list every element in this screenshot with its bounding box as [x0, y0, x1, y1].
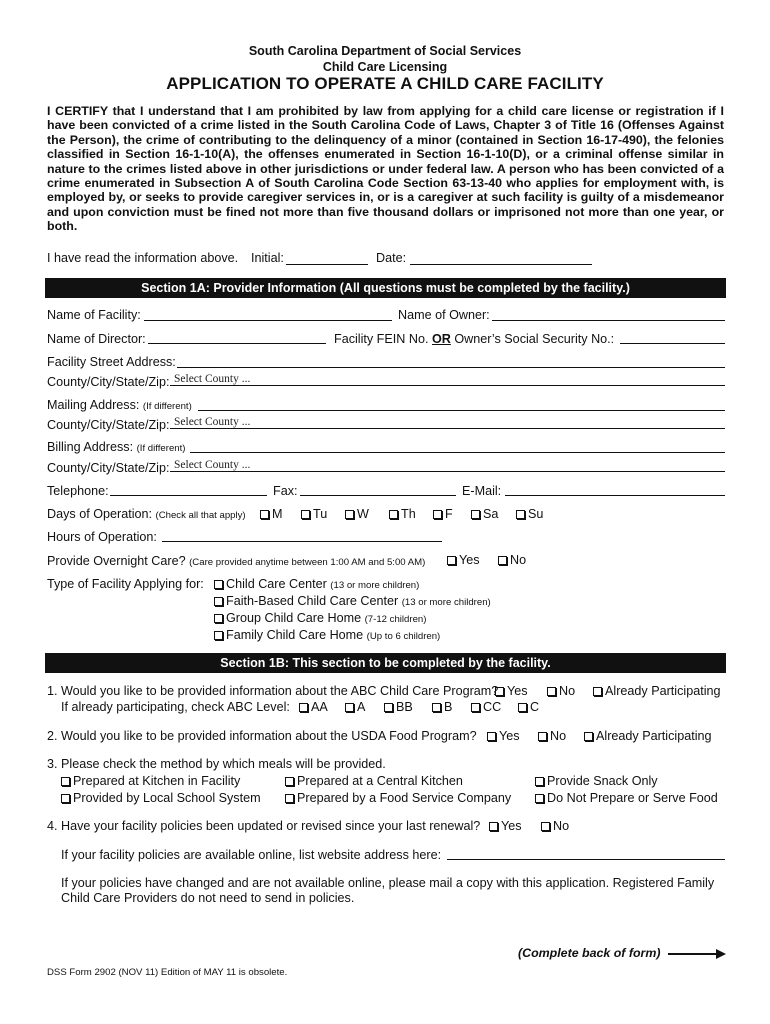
day-label-th: Th: [401, 507, 416, 521]
day-label-su: Su: [528, 507, 544, 521]
checkbox-icon: [584, 732, 593, 741]
abc-level-b[interactable]: [432, 700, 452, 714]
q1-no-label: No: [559, 684, 576, 698]
abc-level-label: C: [530, 700, 540, 714]
billing-label-text: Billing Address:: [47, 440, 134, 454]
days-label-text: Days of Operation:: [47, 507, 152, 521]
day-label-w: W: [357, 507, 369, 521]
type-note: (7-12 children): [364, 614, 427, 625]
fax-field[interactable]: [300, 481, 456, 496]
checkbox-icon: [61, 794, 70, 803]
meal-label: Prepared by a Food Service Company: [297, 791, 512, 805]
meal-food-service-company[interactable]: [285, 791, 511, 805]
county-label-3: County/City/State/Zip:: [47, 461, 170, 475]
q4-no-checkbox[interactable]: [541, 819, 569, 833]
type-name: Faith-Based Child Care Center: [226, 594, 399, 608]
meal-label: Provide Snack Only: [547, 774, 658, 788]
day-checkbox-m[interactable]: [260, 507, 283, 521]
meal-snack-only[interactable]: [535, 774, 658, 788]
division-name: Child Care Licensing: [322, 60, 448, 74]
fein-ssn-field[interactable]: [620, 329, 725, 344]
abc-level-label: B: [444, 700, 453, 714]
type-name: Child Care Center: [226, 577, 327, 591]
question-3: 3. Please check the method by which meals will be provided.: [47, 757, 386, 771]
type-name: Family Child Care Home: [226, 628, 364, 642]
county-select-3-value: Select County ...: [174, 459, 251, 471]
meal-do-not-prepare[interactable]: [535, 791, 718, 805]
billing-address-field[interactable]: [190, 438, 725, 453]
email-field[interactable]: [505, 481, 725, 496]
checkbox-icon: [214, 580, 223, 589]
section-1a-header: Section 1A: Provider Information (All questions must be completed by the facility.): [45, 278, 726, 298]
telephone-label: Telephone:: [47, 484, 109, 498]
meal-kitchen-in-facility[interactable]: [61, 774, 240, 788]
q4-no-label: No: [553, 819, 570, 833]
street-address-label: Facility Street Address:: [47, 355, 176, 369]
abc-level-label: CC: [483, 700, 502, 714]
day-label-sa: Sa: [483, 507, 499, 521]
checkbox-icon: [547, 687, 556, 696]
owner-name-label: Name of Owner:: [398, 308, 490, 322]
facility-name-field[interactable]: [144, 306, 392, 321]
abc-level-label: BB: [396, 700, 413, 714]
q2-yes-checkbox[interactable]: [487, 729, 520, 743]
checkbox-icon: [535, 794, 544, 803]
director-name-field[interactable]: [148, 329, 326, 344]
right-arrow-icon: [668, 953, 720, 955]
checkbox-icon: [214, 631, 223, 640]
owner-name-field[interactable]: [492, 306, 725, 321]
day-label-f: F: [445, 507, 453, 521]
checkbox-icon: [471, 510, 480, 519]
days-of-operation-label: [47, 507, 246, 521]
initial-field[interactable]: [286, 250, 368, 265]
certification-statement: I CERTIFY that I understand that I am prohibited by law from applying for a child care license or registration if I have been convicted of a crime listed in the South Carolina Code of Laws, Chapter 3 of Title 16 (Offenses Against the Person), the crime of contributing to the delinquency of a minor (contained in Section 16-17-490), the felonies classified in Section 16-1-10(A), the offenses enumerated in Section 16-1-10(D), or a criminal offense similar in nature to the crimes listed above in other jurisdictions or under federal law. A person who has been convicted of a crime enumerated in Subsection A of South Carolina Code Section 63-13-40 who applies for employment with, is employed by, or seeks to provide caregiver services in, or is a caregiver at such facility is guilty of a misdemeanor and upon conviction must be fined not more than five thousand dollars or imprisoned not more than one year, or both.: [47, 104, 724, 234]
checkbox-icon: [61, 777, 70, 786]
checkbox-icon: [498, 556, 507, 565]
director-name-label: Name of Director:: [47, 332, 146, 346]
section-1b-header: Section 1B: This section to be completed by the facility.: [45, 653, 726, 673]
day-label-m: M: [272, 507, 283, 521]
meal-central-kitchen[interactable]: [285, 774, 463, 788]
meal-label: Prepared at a Central Kitchen: [297, 774, 463, 788]
date-label: Date:: [376, 251, 407, 265]
q1-yes-checkbox[interactable]: [495, 684, 528, 698]
county-select-1[interactable]: [170, 371, 725, 386]
fein-label: [334, 332, 614, 346]
checkbox-icon: [535, 777, 544, 786]
day-checkbox-f[interactable]: [433, 507, 453, 521]
billing-note: (If different): [136, 443, 186, 454]
county-select-3[interactable]: [170, 457, 725, 472]
abc-level-bb[interactable]: [384, 700, 413, 714]
checkbox-icon: [433, 510, 442, 519]
abc-level-label: AA: [311, 700, 328, 714]
facility-type-group-home[interactable]: [214, 611, 426, 625]
type-note: (Up to 6 children): [366, 631, 441, 642]
fax-label: Fax:: [273, 484, 298, 498]
checkbox-icon: [260, 510, 269, 519]
checkbox-icon: [593, 687, 602, 696]
q2-already-checkbox[interactable]: [584, 729, 712, 743]
checkbox-icon: [214, 597, 223, 606]
website-label: If your facility policies are available online, list website address here:: [61, 848, 442, 862]
day-checkbox-tu[interactable]: [301, 507, 327, 521]
checkbox-icon: [301, 510, 310, 519]
overnight-no-checkbox[interactable]: [498, 553, 526, 567]
q1-already-label: Already Participating: [605, 684, 721, 698]
abc-level-aa[interactable]: [299, 700, 328, 714]
checkbox-icon: [518, 703, 527, 712]
q1-already-checkbox[interactable]: [593, 684, 721, 698]
arrow-head-icon: [716, 949, 726, 959]
facility-type-label: Type of Facility Applying for:: [47, 577, 204, 591]
checkbox-icon: [495, 687, 504, 696]
checkbox-icon: [489, 822, 498, 831]
overnight-care-label: [47, 554, 425, 568]
facility-name-label: Name of Facility:: [47, 308, 141, 322]
q4-yes-checkbox[interactable]: [489, 819, 522, 833]
county-label-1: County/City/State/Zip:: [47, 375, 170, 389]
overnight-no-label: No: [510, 553, 527, 567]
county-select-2-value: Select County ...: [174, 416, 251, 428]
meal-label: Prepared at Kitchen in Facility: [73, 774, 241, 788]
q4-yes-label: Yes: [501, 819, 522, 833]
abc-level-cc[interactable]: [471, 700, 501, 714]
form-id: DSS Form 2902 (NOV 11) Edition of MAY 11 is obsolete.: [47, 967, 288, 978]
meal-label: Do Not Prepare or Serve Food: [547, 791, 718, 805]
complete-back-note: (Complete back of form): [518, 946, 661, 960]
q2-yes-label: Yes: [499, 729, 520, 743]
checkbox-icon: [487, 732, 496, 741]
mail-policies-note: If your policies have changed and are not available online, please mail a copy with this application. Registered Family Child Care Providers do not need to send in policies.: [61, 876, 715, 905]
checkbox-icon: [285, 794, 294, 803]
type-name: Group Child Care Home: [226, 611, 362, 625]
website-field[interactable]: [447, 845, 725, 860]
q1-yes-label: Yes: [507, 684, 528, 698]
fein-or: OR: [431, 332, 451, 346]
facility-type-family-home[interactable]: [214, 628, 440, 642]
overnight-yes-checkbox[interactable]: [447, 553, 480, 567]
fein-suffix: Owner’s Social Security No.:: [454, 332, 615, 346]
question-2: 2. Would you like to be provided information about the USDA Food Program?: [47, 729, 477, 743]
mailing-address-field[interactable]: [198, 396, 725, 411]
abc-level-label: If already participating, check ABC Level:: [61, 700, 290, 714]
type-note: (13 or more children): [401, 597, 491, 608]
mailing-address-label: [47, 398, 192, 412]
type-note: (13 or more children): [330, 580, 420, 591]
checkbox-icon: [345, 510, 354, 519]
checkbox-icon: [214, 614, 223, 623]
overnight-label-text: Provide Overnight Care?: [47, 554, 186, 568]
checkbox-icon: [447, 556, 456, 565]
q2-no-label: No: [550, 729, 567, 743]
checkbox-icon: [345, 703, 354, 712]
q2-no-checkbox[interactable]: [538, 729, 566, 743]
billing-address-label: [47, 440, 186, 454]
question-4: 4. Have your facility policies been updated or revised since your last renewal?: [47, 819, 481, 833]
abc-level-label: A: [357, 700, 366, 714]
county-select-2[interactable]: [170, 414, 725, 429]
abc-level-a[interactable]: [345, 700, 365, 714]
overnight-note: (Care provided anytime between 1:00 AM and 5:00 AM): [189, 557, 426, 568]
checkbox-icon: [384, 703, 393, 712]
day-checkbox-th[interactable]: [389, 507, 416, 521]
agency-name: South Carolina Department of Social Services: [248, 44, 522, 58]
acknowledge-text: I have read the information above.: [47, 251, 239, 265]
date-field[interactable]: [410, 250, 592, 265]
q2-already-label: Already Participating: [596, 729, 712, 743]
facility-type-child-care-center[interactable]: [214, 577, 419, 591]
initial-label: Initial:: [251, 251, 284, 265]
hours-label: Hours of Operation:: [47, 530, 157, 544]
days-note: (Check all that apply): [155, 510, 246, 521]
mailing-label-text: Mailing Address:: [47, 398, 140, 412]
checkbox-icon: [389, 510, 398, 519]
checkbox-icon: [538, 732, 547, 741]
email-label: E-Mail:: [462, 484, 502, 498]
checkbox-icon: [432, 703, 441, 712]
question-1: 1. Would you like to be provided information about the ABC Child Care Program?: [47, 684, 499, 698]
county-select-1-value: Select County ...: [174, 373, 251, 385]
county-label-2: County/City/State/Zip:: [47, 418, 170, 432]
checkbox-icon: [285, 777, 294, 786]
day-label-tu: Tu: [313, 507, 328, 521]
day-checkbox-w[interactable]: [345, 507, 369, 521]
day-checkbox-sa[interactable]: [471, 507, 498, 521]
meal-label: Provided by Local School System: [73, 791, 261, 805]
abc-level-c[interactable]: [518, 700, 539, 714]
checkbox-icon: [516, 510, 525, 519]
fein-prefix: Facility FEIN No.: [334, 332, 429, 346]
overnight-yes-label: Yes: [459, 553, 480, 567]
hours-field[interactable]: [162, 527, 442, 542]
form-title: APPLICATION TO OPERATE A CHILD CARE FACILITY: [166, 74, 604, 93]
checkbox-icon: [541, 822, 550, 831]
q1-no-checkbox[interactable]: [547, 684, 575, 698]
day-checkbox-su[interactable]: [516, 507, 543, 521]
facility-type-faith-based[interactable]: [214, 594, 491, 608]
telephone-field[interactable]: [110, 481, 267, 496]
street-address-field[interactable]: [177, 353, 725, 368]
meal-local-school[interactable]: [61, 791, 261, 805]
mailing-note: (If different): [142, 401, 192, 412]
checkbox-icon: [471, 703, 480, 712]
checkbox-icon: [299, 703, 308, 712]
